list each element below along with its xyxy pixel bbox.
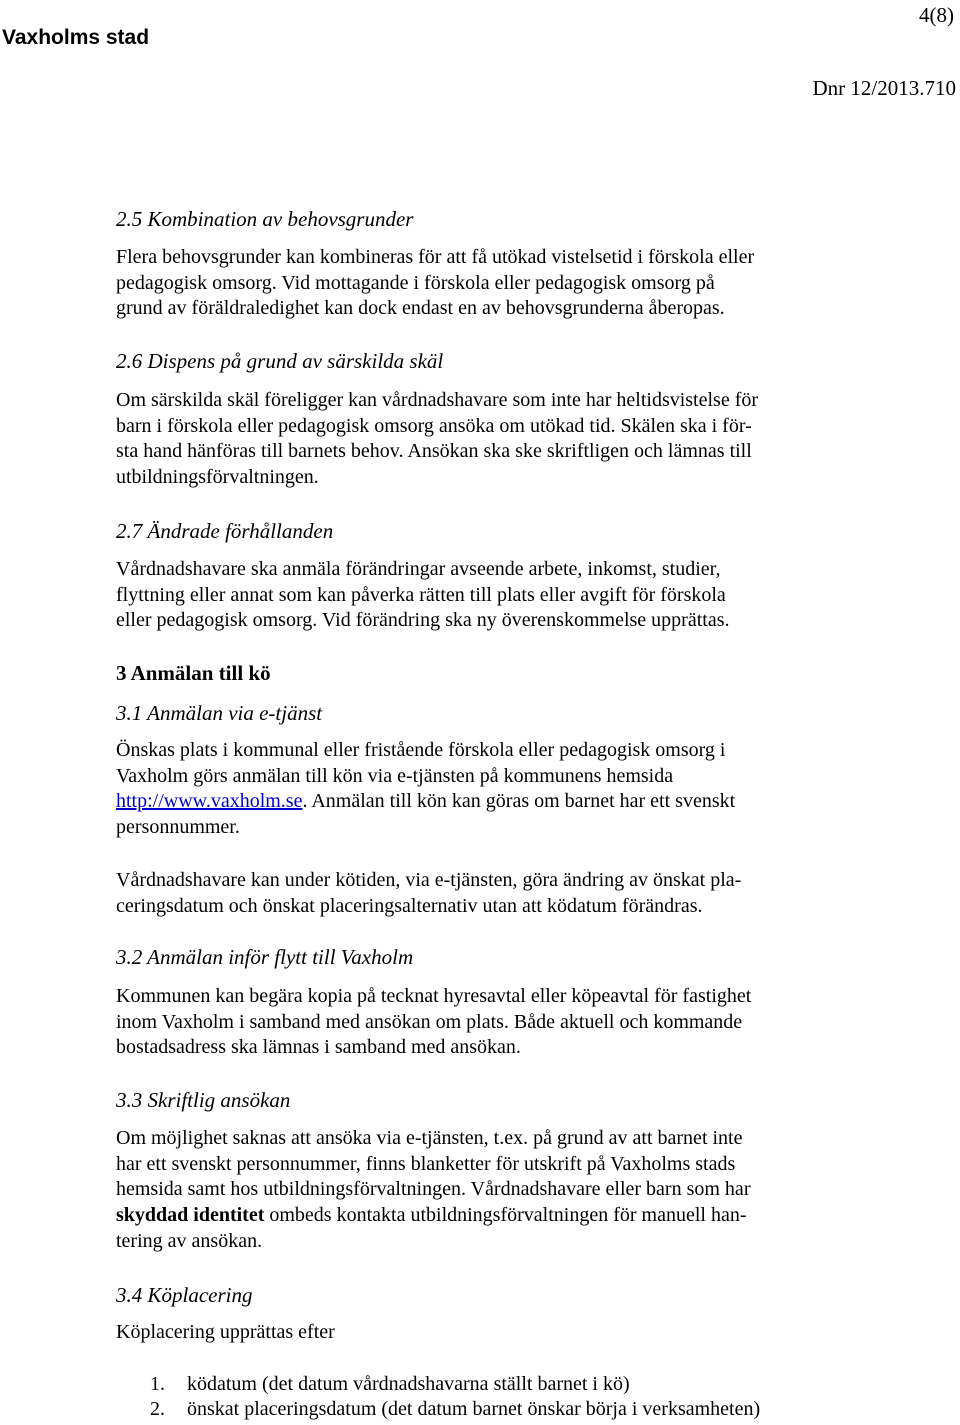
paragraph-line: inom Vaxholm i samband med ansökan om plats. Både aktuell och kommande <box>116 1010 743 1033</box>
list-item-text: ködatum (det datum vårdnadshavarna ställt barnet i kö) <box>187 1373 630 1395</box>
page-number: 4(8) <box>919 3 954 27</box>
section-3-1-heading: 3.1 Anmälan via e-tjänst <box>116 701 323 725</box>
paragraph-line: grund av föräldraledighet kan dock endast en av behovsgrunderna åberopas. <box>116 297 725 320</box>
list-item-number: 2. <box>150 1398 165 1420</box>
section-3-4-intro: Köplacering upprättas efter <box>116 1321 335 1343</box>
paragraph-line: bostadsadress ska lämnas i samband med ansökan. <box>116 1036 521 1059</box>
section-3-3-heading: 3.3 Skriftlig ansökan <box>116 1088 291 1112</box>
paragraph-line: ceringsdatum och önskat placeringsalternativ utan att ködatum förändras. <box>116 894 703 917</box>
section-3-2-heading: 3.2 Anmälan inför flytt till Vaxholm <box>116 945 414 969</box>
paragraph-line: hemsida samt hos utbildningsförvaltningen. Vårdnadshavare eller barn som har <box>116 1178 751 1201</box>
section-2-7-paragraph <box>116 557 730 634</box>
bold-trailing-text: ombeds kontakta utbildningsförvaltningen för manuell han- <box>264 1204 747 1227</box>
paragraph-line: Om särskilda skäl föreligger kan vårdnadshavare som inte har heltidsvistelse för <box>116 389 759 411</box>
paragraph-line: utbildningsförvaltningen. <box>116 466 319 489</box>
section-3-4-heading: 3.4 Köplacering <box>116 1283 253 1307</box>
paragraph-line: Önskas plats i kommunal eller fristående förskola eller pedagogisk omsorg i <box>116 739 726 761</box>
paragraph-line: Om möjlighet saknas att ansöka via e-tjänsten, t.ex. på grund av att barnet inte <box>116 1127 743 1149</box>
vaxholm-website-link[interactable]: http://www.vaxholm.se <box>116 790 303 813</box>
paragraph-line: personnummer. <box>116 816 240 839</box>
section-2-5-heading: 2.5 Kombination av behovsgrunder <box>116 207 414 231</box>
paragraph-line: eller pedagogisk omsorg. Vid förändring ska ny överenskommelse upprättas. <box>116 609 730 632</box>
section-3-2-paragraph <box>116 984 751 1061</box>
paragraph-line: sta hand hänföras till barnets behov. Ansökan ska ske skriftligen och lämnas till <box>116 440 752 463</box>
section-3-heading: 3 Anmälan till kö <box>116 661 271 685</box>
organization-name: Vaxholms stad <box>2 26 150 49</box>
paragraph-line: Flera behovsgrunder kan kombineras för att få utökad vistelsetid i förskola eller <box>116 246 755 268</box>
paragraph-line: Vårdnadshavare kan under kötiden, via e-tjänsten, göra ändring av önskat pla- <box>116 869 742 891</box>
paragraph-line: barn i förskola eller pedagogisk omsorg ansöka om utökad tid. Skälen ska i för- <box>116 414 752 437</box>
document-reference-number: Dnr 12/2013.710 <box>812 76 956 100</box>
section-2-5-paragraph <box>116 245 754 322</box>
paragraph-line: Kommunen kan begära kopia på tecknat hyresavtal eller köpeavtal för fastighet <box>116 985 752 1007</box>
list-item-number: 1. <box>150 1373 165 1395</box>
paragraph-line-with-link <box>116 789 735 815</box>
section-3-1-paragraph-1 <box>116 738 735 841</box>
section-2-7-heading: 2.7 Ändrade förhållanden <box>116 519 334 543</box>
paragraph-line-with-bold <box>116 1203 750 1229</box>
paragraph-line: Vaxholm görs anmälan till kön via e-tjänsten på kommunens hemsida <box>116 764 674 787</box>
paragraph-line: pedagogisk omsorg. Vid mottagande i förskola eller pedagogisk omsorg på <box>116 271 715 294</box>
list-item-text: önskat placeringsdatum (det datum barnet önskar börja i verksamheten) <box>187 1398 761 1420</box>
section-3-3-paragraph <box>116 1126 750 1255</box>
paragraph-line: flyttning eller annat som kan påverka rätten till plats eller avgift för förskola <box>116 583 726 606</box>
bold-term: skyddad identitet <box>116 1204 265 1227</box>
section-2-6-heading: 2.6 Dispens på grund av särskilda skäl <box>116 349 444 373</box>
link-trailing-text: . Anmälan till kön kan göras om barnet har ett svenskt <box>302 790 736 813</box>
section-3-1-paragraph-2 <box>116 868 741 919</box>
paragraph-line: har ett svenskt personnummer, finns blanketter för utskrift på Vaxholms stads <box>116 1152 736 1175</box>
section-2-6-paragraph <box>116 388 758 491</box>
paragraph-line: tering av ansökan. <box>116 1229 263 1252</box>
paragraph-line: Vårdnadshavare ska anmäla förändringar avseende arbete, inkomst, studier, <box>116 558 721 580</box>
